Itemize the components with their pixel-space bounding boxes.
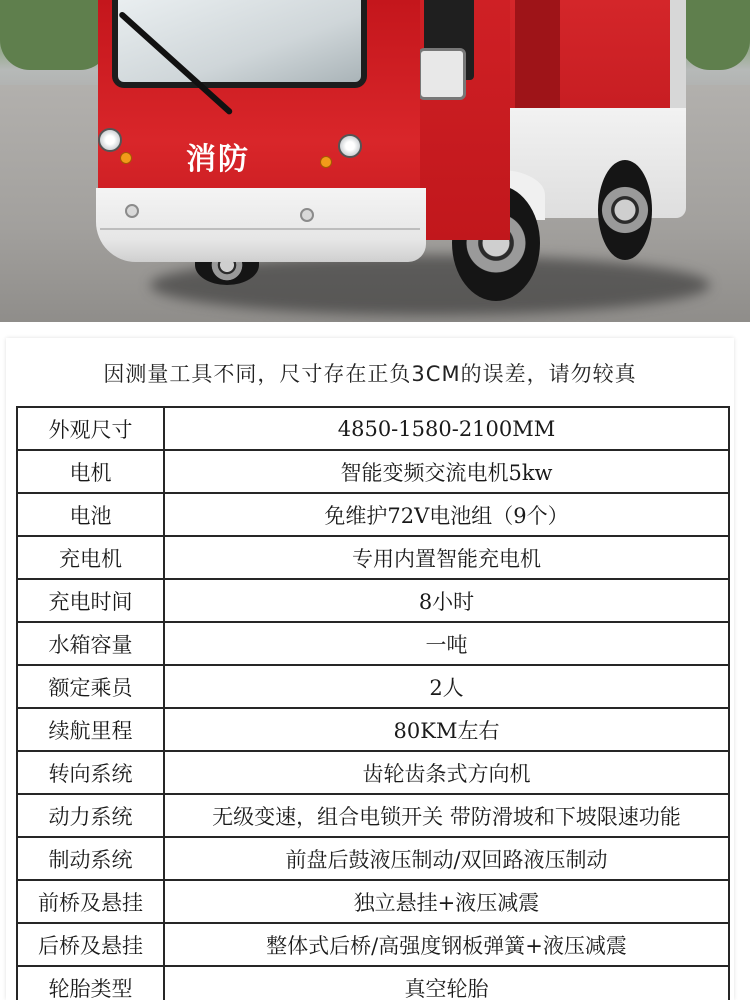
spec-value: 前盘后鼓液压制动/双回路液压制动 — [164, 837, 729, 880]
vehicle-lettering: 消防 — [186, 142, 250, 177]
hedge-right — [680, 0, 750, 70]
spec-label: 后桥及悬挂 — [17, 923, 164, 966]
spec-label: 电池 — [17, 493, 164, 536]
spec-value: 无级变速，组合电锁开关 带防滑坡和下坡限速功能 — [164, 794, 729, 837]
spec-label: 充电机 — [17, 536, 164, 579]
product-photo — [0, 0, 750, 322]
bumper-line — [100, 228, 420, 230]
hedge-left — [0, 0, 110, 70]
table-row — [17, 493, 729, 536]
spec-value: 一吨 — [164, 622, 729, 665]
spec-value: 智能变频交流电机5kw — [164, 450, 729, 493]
table-row — [17, 622, 729, 665]
table-row — [17, 708, 729, 751]
foglight-left — [125, 204, 139, 218]
spec-value: 8小时 — [164, 579, 729, 622]
side-mirror — [418, 48, 466, 100]
indicator-right — [320, 156, 332, 168]
table-row — [17, 794, 729, 837]
spec-label: 电机 — [17, 450, 164, 493]
spec-label: 制动系统 — [17, 837, 164, 880]
spec-card — [6, 338, 734, 1000]
table-row — [17, 923, 729, 966]
spec-label: 动力系统 — [17, 794, 164, 837]
spec-value: 专用内置智能充电机 — [164, 536, 729, 579]
spec-value: 齿轮齿条式方向机 — [164, 751, 729, 794]
spec-label: 外观尺寸 — [17, 407, 164, 450]
foglight-right — [300, 208, 314, 222]
spec-value: 真空轮胎 — [164, 966, 729, 1000]
table-row — [17, 966, 729, 1000]
table-row — [17, 450, 729, 493]
headlight-left — [98, 128, 122, 152]
headlight-right — [338, 134, 362, 158]
front-bumper — [96, 188, 426, 262]
table-row — [17, 407, 729, 450]
spec-value: 4850-1580-2100MM — [164, 407, 729, 450]
spec-label: 额定乘员 — [17, 665, 164, 708]
measurement-notice: 因测量工具不同，尺寸存在正负3CM的误差，请勿较真 — [103, 362, 637, 386]
spec-label: 充电时间 — [17, 579, 164, 622]
rear-wheel — [598, 160, 652, 260]
spec-table — [16, 406, 730, 1000]
spec-value: 2人 — [164, 665, 729, 708]
table-row — [17, 880, 729, 923]
spec-label: 续航里程 — [17, 708, 164, 751]
spec-value: 整体式后桥/高强度钢板弹簧+液压减震 — [164, 923, 729, 966]
spec-value: 免维护72V电池组（9个） — [164, 493, 729, 536]
table-row — [17, 665, 729, 708]
indicator-left — [120, 152, 132, 164]
spec-label: 前桥及悬挂 — [17, 880, 164, 923]
table-row — [17, 579, 729, 622]
spec-value: 80KM左右 — [164, 708, 729, 751]
spec-label: 水箱容量 — [17, 622, 164, 665]
spec-value: 独立悬挂+液压减震 — [164, 880, 729, 923]
table-row — [17, 751, 729, 794]
spec-label: 轮胎类型 — [17, 966, 164, 1000]
spec-label: 转向系统 — [17, 751, 164, 794]
table-row — [17, 837, 729, 880]
table-row — [17, 536, 729, 579]
